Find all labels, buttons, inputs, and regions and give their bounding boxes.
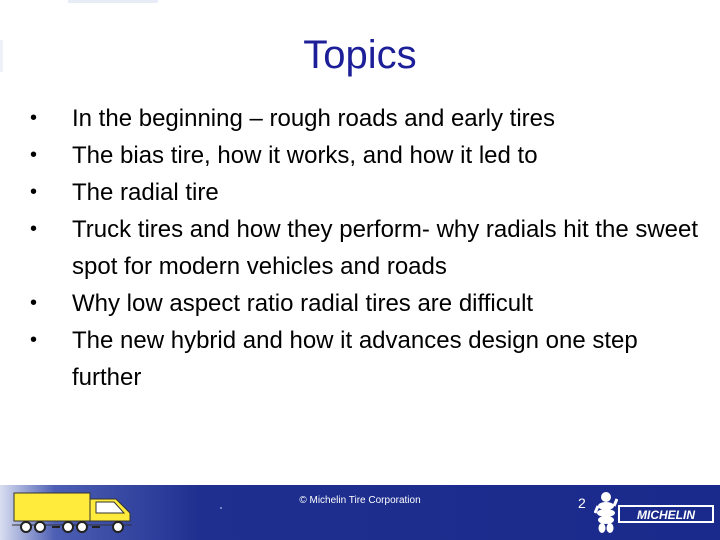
corner-decoration (68, 0, 158, 3)
copyright-text: © Michelin Tire Corporation (299, 495, 421, 506)
bullet-marker: • (30, 329, 38, 351)
topic-text: Why low aspect ratio radial tires are difficult (72, 290, 534, 317)
topic-text: The new hybrid and how it advances design one step further (72, 327, 638, 391)
michelin-logo (618, 503, 714, 525)
topic-text: The bias tire, how it works, and how it led to (72, 142, 538, 169)
topic-item (30, 174, 700, 211)
page-number: 2 (578, 495, 586, 511)
topic-item (30, 322, 700, 396)
footer-dot (220, 507, 222, 509)
bullet-marker: • (30, 218, 38, 240)
topic-list (30, 100, 700, 396)
topic-item (30, 211, 700, 285)
slide-title: Topics (303, 33, 417, 77)
topic-item (30, 100, 700, 137)
footer-bar (0, 485, 720, 540)
topic-text: In the beginning – rough roads and early tires (72, 105, 555, 132)
michelin-man-icon (594, 491, 618, 535)
topic-text: The radial tire (72, 179, 219, 206)
bullet-marker: • (30, 107, 38, 129)
michelin-logo-text: MICHELIN (637, 508, 695, 522)
topic-item (30, 285, 700, 322)
bullet-marker: • (30, 292, 38, 314)
topic-text: Truck tires and how they perform- why radials hit the sweet spot for modern vehicles and roads (72, 216, 699, 280)
bullet-marker: • (30, 144, 38, 166)
topic-item (30, 137, 700, 174)
bullet-marker: • (30, 181, 38, 203)
